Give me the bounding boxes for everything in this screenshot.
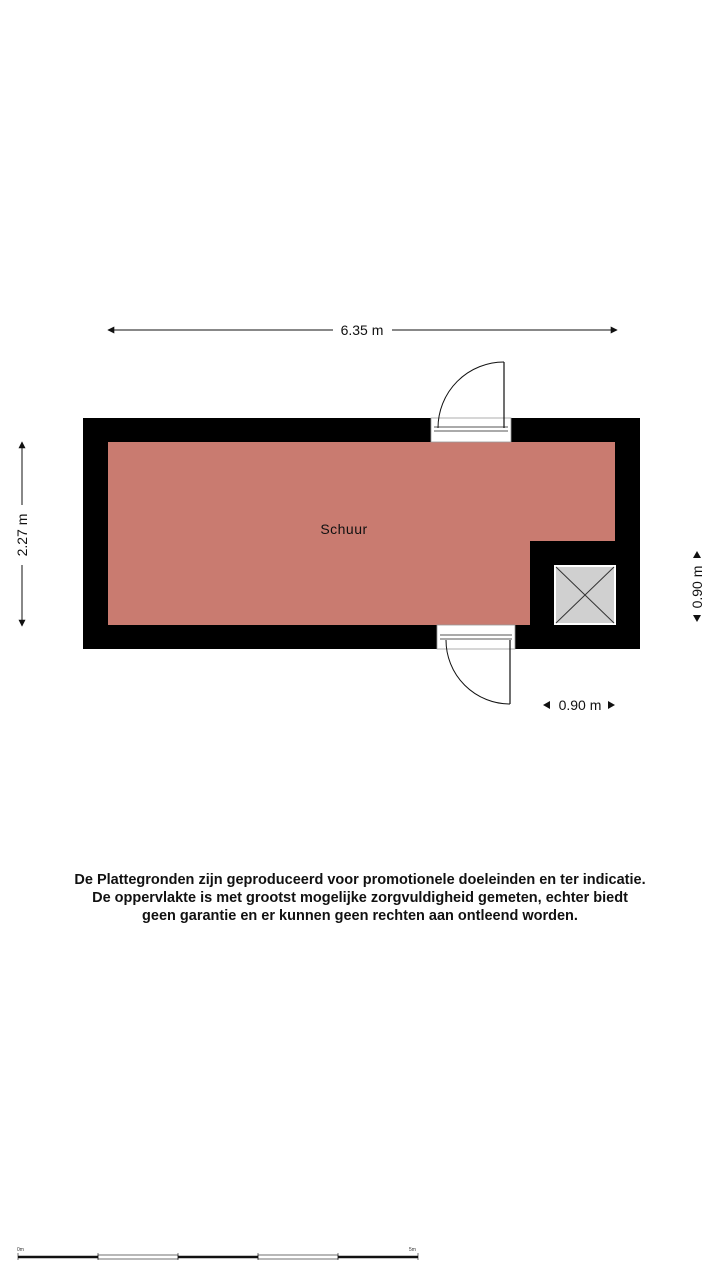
scale-end-label: 5m: [409, 1247, 416, 1253]
right-dimension-label: 0.90 m: [689, 565, 705, 609]
door-swing-icon: [437, 625, 515, 704]
room-label: Schuur: [320, 521, 368, 537]
disclaimer: [20, 871, 700, 925]
disclaimer-line-3: geen garantie en er kunnen geen rechten aan ontleend worden.: [142, 908, 578, 924]
bottom-dimension: [543, 697, 615, 713]
scale-bar: [17, 1247, 418, 1260]
door-swing-icon: [431, 362, 511, 442]
disclaimer-line-1: De Plattegronden zijn geproduceerd voor promotionele doeleinden en ter indicatie.: [74, 872, 646, 888]
right-dimension: [689, 551, 705, 622]
height-dimension: [14, 442, 30, 626]
scale-start-label: 0m: [17, 1247, 24, 1253]
height-dimension-label: 2.27 m: [14, 513, 30, 557]
crossed-box-icon: [555, 566, 615, 624]
bottom-dimension-label: 0.90 m: [558, 697, 602, 713]
width-dimension-label: 6.35 m: [340, 322, 384, 338]
width-dimension: [108, 322, 617, 338]
disclaimer-line-2: De oppervlakte is met grootst mogelijke zorgvuldigheid gemeten, echter biedt: [92, 890, 628, 906]
